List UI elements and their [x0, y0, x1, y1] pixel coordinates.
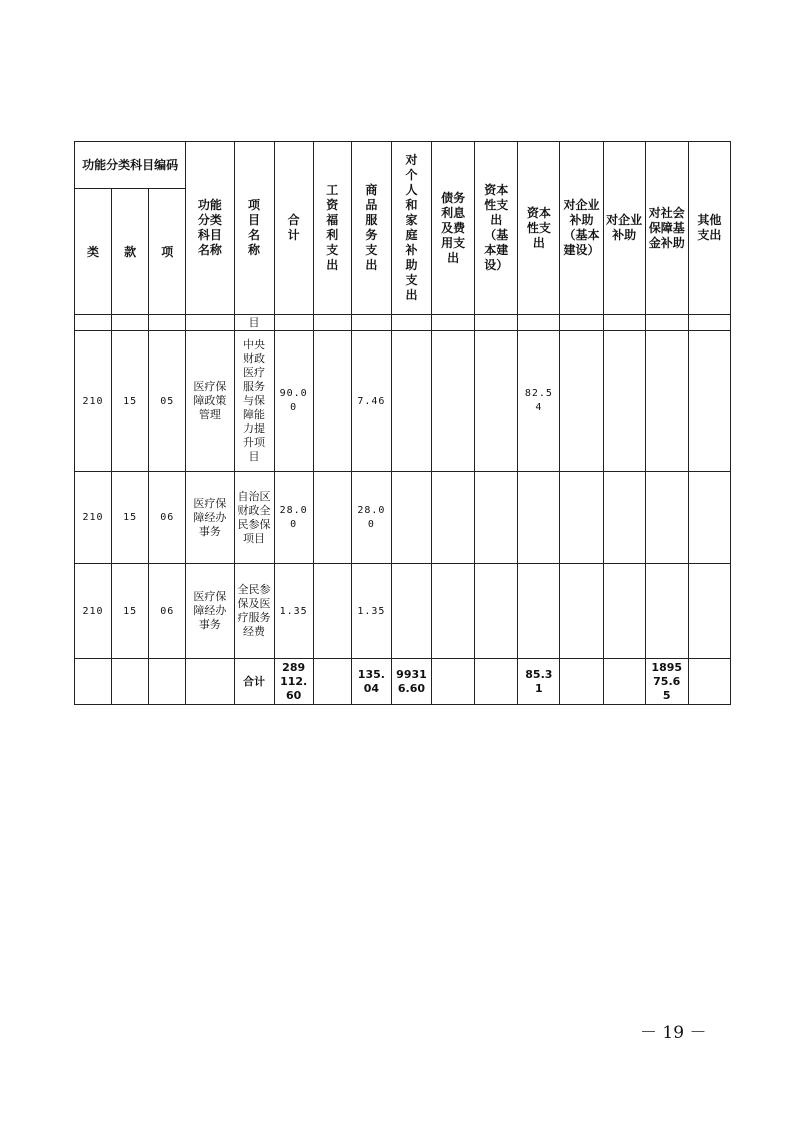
header-capital-build: 资本性支出（基本建设） [475, 142, 518, 315]
kuan-cell: 15 [112, 564, 149, 659]
kuan-cell: 15 [112, 472, 149, 564]
wages-cell [313, 564, 351, 659]
header-personal: 对个人和家庭补助支出 [391, 142, 431, 315]
table-row [75, 564, 731, 659]
total-cell: 90.00 [274, 331, 313, 472]
personal-cell [391, 331, 431, 472]
header-goods: 商品服务支出 [351, 142, 391, 315]
lei-cell: 210 [75, 472, 112, 564]
header-kuan: 款 [112, 189, 149, 315]
header-total: 合计 [274, 142, 313, 315]
goods-cell: 1.35 [351, 564, 391, 659]
totals-label: 合计 [234, 659, 274, 705]
capital-build-cell [475, 331, 518, 472]
header-capital: 资本性支出 [518, 142, 560, 315]
debt-cell [432, 331, 475, 472]
header-xiang: 项 [149, 189, 186, 315]
total-cell: 1.35 [274, 564, 313, 659]
func-cell: 医疗保障经办事务 [186, 472, 234, 564]
totals-goods: 135.04 [351, 659, 391, 705]
header-enterprise: 对企业补助 [603, 142, 645, 315]
lei-cell: 210 [75, 331, 112, 472]
xiang-cell: 06 [149, 472, 186, 564]
proj-cell: 目 [234, 315, 274, 331]
header-func-name: 功能分类科目名称 [186, 142, 234, 315]
totals-personal: 99316.60 [391, 659, 431, 705]
header-lei: 类 [75, 189, 112, 315]
totals-total: 289112.60 [274, 659, 313, 705]
capital-cell: 82.54 [518, 331, 560, 472]
header-wages: 工资福利支出 [313, 142, 351, 315]
header-row-1 [75, 142, 731, 189]
table-row [75, 472, 731, 564]
proj-cell: 全民参保及医疗服务经费 [234, 564, 274, 659]
header-debt: 债务利息及费用支出 [432, 142, 475, 315]
totals-capital: 85.31 [518, 659, 560, 705]
totals-row [75, 659, 731, 705]
wages-cell [313, 472, 351, 564]
proj-cell: 自治区财政全民参保项目 [234, 472, 274, 564]
header-social: 对社会保障基金补助 [645, 142, 688, 315]
goods-cell: 7.46 [351, 331, 391, 472]
header-enterprise-build: 对企业补助（基本建设） [560, 142, 603, 315]
kuan-cell: 15 [112, 331, 149, 472]
func-cell: 医疗保障政策管理 [186, 331, 234, 472]
page-number: － 19 － [640, 1023, 707, 1043]
lei-cell: 210 [75, 564, 112, 659]
header-proj-name: 项目名称 [234, 142, 274, 315]
header-other: 其他支出 [688, 142, 730, 315]
totals-social: 189575.65 [645, 659, 688, 705]
goods-cell: 28.00 [351, 472, 391, 564]
func-cell: 医疗保障经办事务 [186, 564, 234, 659]
xiang-cell: 06 [149, 564, 186, 659]
table-row [75, 331, 731, 472]
total-cell: 28.00 [274, 472, 313, 564]
budget-table [74, 141, 731, 705]
proj-cell: 中央财政医疗服务与保障能力提升项目 [234, 331, 274, 472]
header-code-group: 功能分类科目编码 [75, 142, 186, 189]
xiang-cell: 05 [149, 331, 186, 472]
table-row-partial [75, 315, 731, 331]
wages-cell [313, 331, 351, 472]
